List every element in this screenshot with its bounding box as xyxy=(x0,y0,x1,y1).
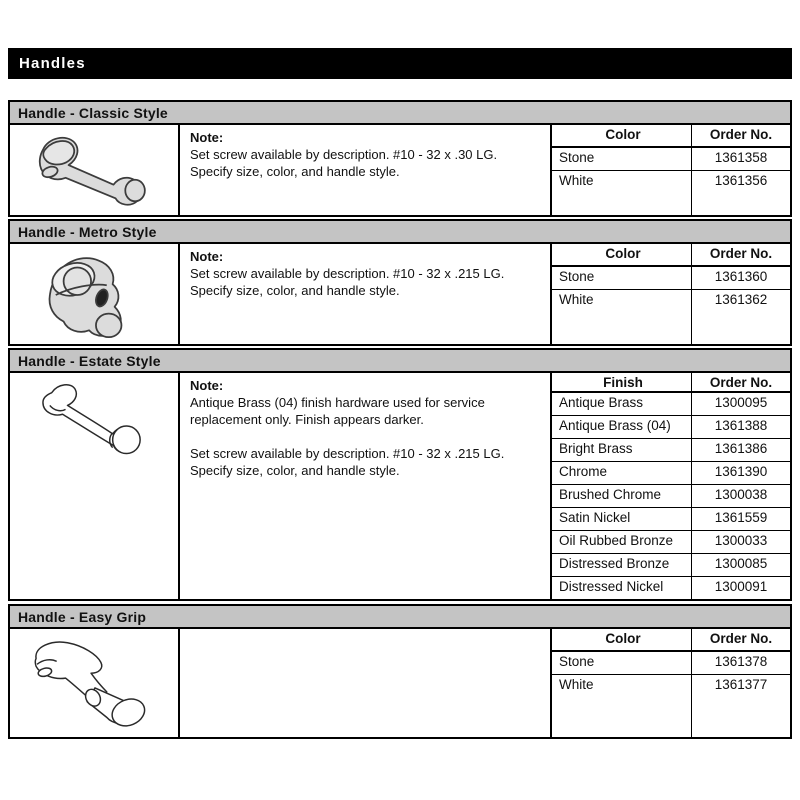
note-label: Note: xyxy=(190,378,224,393)
order-table xyxy=(552,373,790,599)
order-row xyxy=(552,393,790,416)
order-row xyxy=(552,531,790,554)
note-label: Note: xyxy=(190,249,224,264)
table-header-row xyxy=(552,244,790,267)
finish-cell: Distressed Bronze xyxy=(552,554,692,576)
section-header-band xyxy=(10,102,790,125)
section-header-band xyxy=(10,350,790,373)
note-line: Set screw available by description. #10 - 32 x .215 LG. xyxy=(190,266,505,281)
handle-illustration-cell xyxy=(10,125,180,215)
finish-cell: Distressed Nickel xyxy=(552,577,692,599)
note-cell xyxy=(180,373,552,599)
note-cell xyxy=(180,244,552,344)
finish-cell: Stone xyxy=(552,652,692,674)
section-header-band xyxy=(10,221,790,244)
classic-handle-icon xyxy=(10,125,178,213)
order-no-cell: 1361386 xyxy=(714,441,768,456)
handle-illustration-cell xyxy=(10,244,180,344)
finish-cell: White xyxy=(552,290,692,344)
note-line: Set screw available by description. #10 - 32 x .30 LG. xyxy=(190,147,498,162)
order-row xyxy=(552,290,790,344)
finish-cell: Stone xyxy=(552,148,692,170)
section-title: Handle - Estate Style xyxy=(18,352,161,369)
section-title: Handle - Easy Grip xyxy=(18,608,147,625)
handle-illustration-cell xyxy=(10,629,180,737)
estate-handle-icon xyxy=(10,373,178,481)
note-line: Specify size, color, and handle style. xyxy=(190,463,400,478)
order-row xyxy=(552,508,790,531)
order-no-cell: 1300038 xyxy=(714,487,768,502)
order-row xyxy=(552,267,790,290)
order-no-cell: 1361378 xyxy=(714,654,768,669)
note-cell xyxy=(180,629,552,737)
finish-cell: Oil Rubbed Bronze xyxy=(552,531,692,553)
page-title: Handles xyxy=(8,48,792,79)
note-line: Set screw available by description. #10 - 32 x .215 LG. xyxy=(190,446,505,461)
finish-column-header: Color xyxy=(552,629,692,650)
order-row xyxy=(552,439,790,462)
order-row xyxy=(552,554,790,577)
note-line: replacement only. Finish appears darker. xyxy=(190,412,424,427)
finish-cell: Chrome xyxy=(552,462,692,484)
order-table xyxy=(552,244,790,344)
handle-illustration-cell xyxy=(10,373,180,599)
note-line: Specify size, color, and handle style. xyxy=(190,283,400,298)
order-no-cell: 1361377 xyxy=(714,677,768,692)
finish-cell: Stone xyxy=(552,267,692,289)
finish-cell: Bright Brass xyxy=(552,439,692,461)
note-line: Antique Brass (04) finish hardware used for service xyxy=(190,395,485,410)
finish-cell: White xyxy=(552,675,692,737)
note-paragraphs xyxy=(190,394,540,479)
handle-section xyxy=(8,604,792,739)
metro-handle-icon xyxy=(10,244,178,344)
note-line: Specify size, color, and handle style. xyxy=(190,164,400,179)
order-no-column-header: Order No. xyxy=(709,375,773,390)
finish-cell: Antique Brass (04) xyxy=(552,416,692,438)
note-paragraphs xyxy=(190,146,540,180)
note-paragraphs xyxy=(190,265,540,299)
order-row xyxy=(552,416,790,439)
section-body xyxy=(10,629,790,737)
note-paragraph xyxy=(190,265,540,299)
note-paragraph xyxy=(190,146,540,180)
finish-cell: White xyxy=(552,171,692,215)
handle-section xyxy=(8,219,792,346)
easy-grip-handle-icon xyxy=(10,629,178,737)
order-no-cell: 1361360 xyxy=(714,269,768,284)
note-paragraph xyxy=(190,394,540,428)
note-paragraph xyxy=(190,445,540,479)
order-table xyxy=(552,629,790,737)
section-title: Handle - Classic Style xyxy=(18,104,168,121)
table-header-row xyxy=(552,373,790,393)
order-row xyxy=(552,652,790,675)
order-no-cell: 1361356 xyxy=(714,173,768,188)
order-no-cell: 1300033 xyxy=(714,533,768,548)
order-no-cell: 1300085 xyxy=(714,556,768,571)
order-row xyxy=(552,577,790,599)
order-table xyxy=(552,125,790,215)
order-no-cell: 1361388 xyxy=(714,418,768,433)
finish-column-header: Finish xyxy=(552,373,692,391)
finish-cell: Satin Nickel xyxy=(552,508,692,530)
order-row xyxy=(552,171,790,215)
order-no-cell: 1361390 xyxy=(714,464,768,479)
handle-section xyxy=(8,348,792,601)
section-header-band xyxy=(10,606,790,629)
order-no-cell: 1300095 xyxy=(714,395,768,410)
order-no-column-header: Order No. xyxy=(709,631,773,646)
note-label: Note: xyxy=(190,130,224,145)
section-body xyxy=(10,373,790,599)
handle-section xyxy=(8,100,792,217)
order-row xyxy=(552,485,790,508)
order-row xyxy=(552,462,790,485)
order-no-cell: 1361559 xyxy=(714,510,768,525)
order-no-cell: 1300091 xyxy=(714,579,768,594)
order-no-cell: 1361362 xyxy=(714,292,768,307)
section-body xyxy=(10,244,790,344)
table-header-row xyxy=(552,125,790,148)
note-cell xyxy=(180,125,552,215)
section-body xyxy=(10,125,790,215)
order-no-column-header: Order No. xyxy=(709,127,773,142)
finish-cell: Antique Brass xyxy=(552,393,692,415)
finish-column-header: Color xyxy=(552,244,692,265)
table-header-row xyxy=(552,629,790,652)
order-row xyxy=(552,148,790,171)
section-title: Handle - Metro Style xyxy=(18,223,157,240)
order-no-cell: 1361358 xyxy=(714,150,768,165)
finish-column-header: Color xyxy=(552,125,692,146)
handle-sections xyxy=(8,100,792,741)
finish-cell: Brushed Chrome xyxy=(552,485,692,507)
order-no-column-header: Order No. xyxy=(709,246,773,261)
order-row xyxy=(552,675,790,737)
